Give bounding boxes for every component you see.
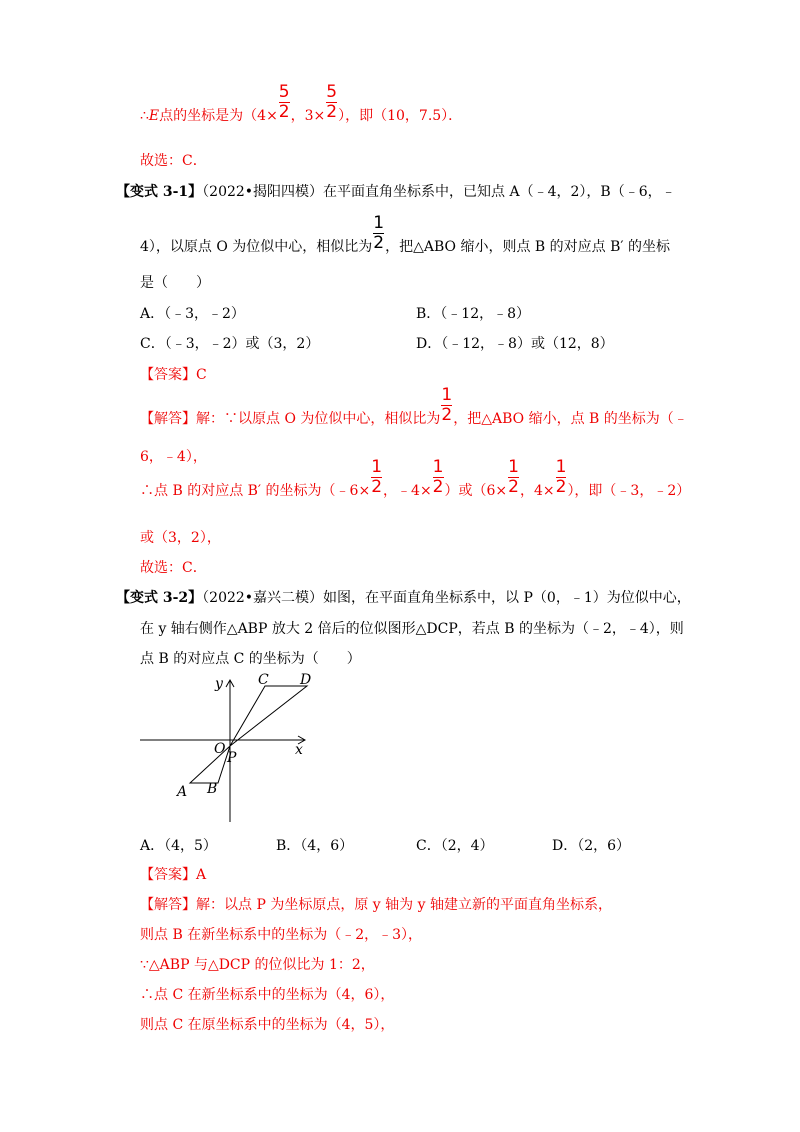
option-b: B．（﹣12，﹣8） <box>416 306 531 322</box>
question-text: 4），以原点 O 为位似中心，相似比为 <box>140 239 373 256</box>
solution-3-1-line-b: 6，﹣4）， <box>140 449 207 465</box>
variant-tag: 【变式 3-2】 <box>116 590 203 606</box>
denominator: 2 <box>371 476 383 497</box>
option-c: C．（2，4） <box>416 838 494 854</box>
text: ），即（10，7.5）． <box>338 108 463 125</box>
therefore-symbol: ∴ <box>140 108 149 125</box>
solution-3-2-line-e: 则点 C 在原坐标系中的坐标为（4，5）， <box>140 1017 395 1033</box>
triangle-dcp <box>230 686 307 746</box>
solution-text: 解：以点 P 为坐标原点，原 y 轴为 y 轴建立新的平面直角坐标系， <box>196 897 612 913</box>
denominator: 2 <box>373 232 385 253</box>
question-3-2-line-b: 在 y 轴右侧作△ABP 放大 2 倍后的位似图形△DCP，若点 B 的坐标为（﹣2，﹣4），则 <box>140 621 684 637</box>
question-3-1-line-c: 是（ ） <box>140 275 210 291</box>
solution-text: ，4× <box>519 483 555 500</box>
denominator: 2 <box>278 101 290 122</box>
label-p: P <box>227 750 237 766</box>
option-d: D．（2，6） <box>552 838 631 854</box>
solution-3-1-line-a <box>140 385 688 438</box>
numerator: 1 <box>371 457 383 477</box>
fraction-1-2 <box>556 458 567 496</box>
solution-text: ∴点 B 的对应点 B′ 的坐标为（﹣6× <box>140 483 371 500</box>
denominator: 2 <box>432 476 444 497</box>
answer-3-1: 【答案】C <box>140 367 207 383</box>
point-e: E <box>148 108 160 125</box>
solution-3-2-line-c: ∵△ABP 与△DCP 的位似比为 1：2， <box>140 957 375 973</box>
label-y: y <box>215 676 223 692</box>
question-3-1-line-a <box>116 181 676 201</box>
question-3-2-line-c: 点 B 的对应点 C 的坐标为（ ） <box>140 651 361 667</box>
solution-3-2-line-a <box>140 894 612 914</box>
option-c: C．（﹣3，﹣2）或（3，2） <box>140 336 320 352</box>
fraction-5-2 <box>279 83 290 121</box>
solution-tag: 【解答】 <box>140 411 196 428</box>
question-text: （2022•揭阳四模）在平面直角坐标系中，已知点 A（﹣4，2），B（﹣6，﹣ <box>202 184 676 200</box>
solution-3-1-line-d: 或（3，2）， <box>140 530 221 546</box>
numerator: 5 <box>326 82 338 102</box>
label-b: B <box>207 781 218 797</box>
question-text: （2022•嘉兴二模）如图，在平面直角坐标系中，以 P（0，﹣1）为位似中心， <box>202 590 691 606</box>
fraction-5-2 <box>326 83 337 121</box>
solution-text: ，﹣4× <box>383 483 432 500</box>
fraction-1-2 <box>508 458 519 496</box>
denominator: 2 <box>508 476 519 497</box>
question-3-1-line-b <box>140 213 671 266</box>
solution-text: ，把△ABO 缩小，点 B 的坐标为（﹣ <box>453 411 688 428</box>
fraction-1-2 <box>433 458 444 496</box>
solution-3-2-line-b: 则点 B 在新坐标系中的坐标为（﹣2，﹣3）， <box>140 927 423 943</box>
option-b: B．（4，6） <box>276 838 354 854</box>
denominator: 2 <box>555 476 567 497</box>
solution-text: ），即（﹣3，﹣2） <box>567 483 691 500</box>
coordinate-figure <box>135 672 335 832</box>
numerator: 1 <box>432 457 444 477</box>
option-a: A．（4，5） <box>140 838 217 854</box>
solution-3-2-line-d: ∴点 C 在新坐标系中的坐标为（4，6）， <box>140 987 395 1003</box>
numerator: 5 <box>278 82 290 102</box>
fraction-1-2 <box>373 214 384 252</box>
text: 点的坐标是为（4× <box>159 108 278 125</box>
label-d: D <box>300 672 312 688</box>
denominator: 2 <box>326 101 338 122</box>
choice-line: 故选：C． <box>140 153 207 169</box>
variant-tag: 【变式 3-1】 <box>116 184 203 200</box>
text: ，3× <box>290 108 326 125</box>
solution-line-e-coordinates <box>140 82 463 135</box>
label-c: C <box>258 672 269 688</box>
denominator: 2 <box>441 404 453 425</box>
numerator: 1 <box>555 457 567 477</box>
option-d: D．（﹣12，﹣8）或（12，8） <box>416 336 614 352</box>
solution-tag: 【解答】 <box>140 897 196 913</box>
label-x: x <box>295 742 303 758</box>
label-a: A <box>177 784 188 800</box>
numerator: 1 <box>508 457 519 477</box>
solution-3-1-line-e: 故选：C． <box>140 560 207 576</box>
numerator: 1 <box>373 213 385 233</box>
fraction-1-2 <box>441 386 452 424</box>
question-3-2-line-a <box>116 587 691 607</box>
solution-text: 解：∵以原点 O 为位似中心，相似比为 <box>196 411 441 428</box>
option-a: A．（﹣3，﹣2） <box>140 306 245 322</box>
answer-3-2: 【答案】A <box>140 867 207 883</box>
fraction-1-2 <box>371 458 382 496</box>
label-o: O <box>214 741 226 757</box>
solution-text: ）或（6× <box>444 483 508 500</box>
question-text: ，把△ABO 缩小，则点 B 的对应点 B′ 的坐标 <box>385 239 671 256</box>
numerator: 1 <box>441 385 453 405</box>
